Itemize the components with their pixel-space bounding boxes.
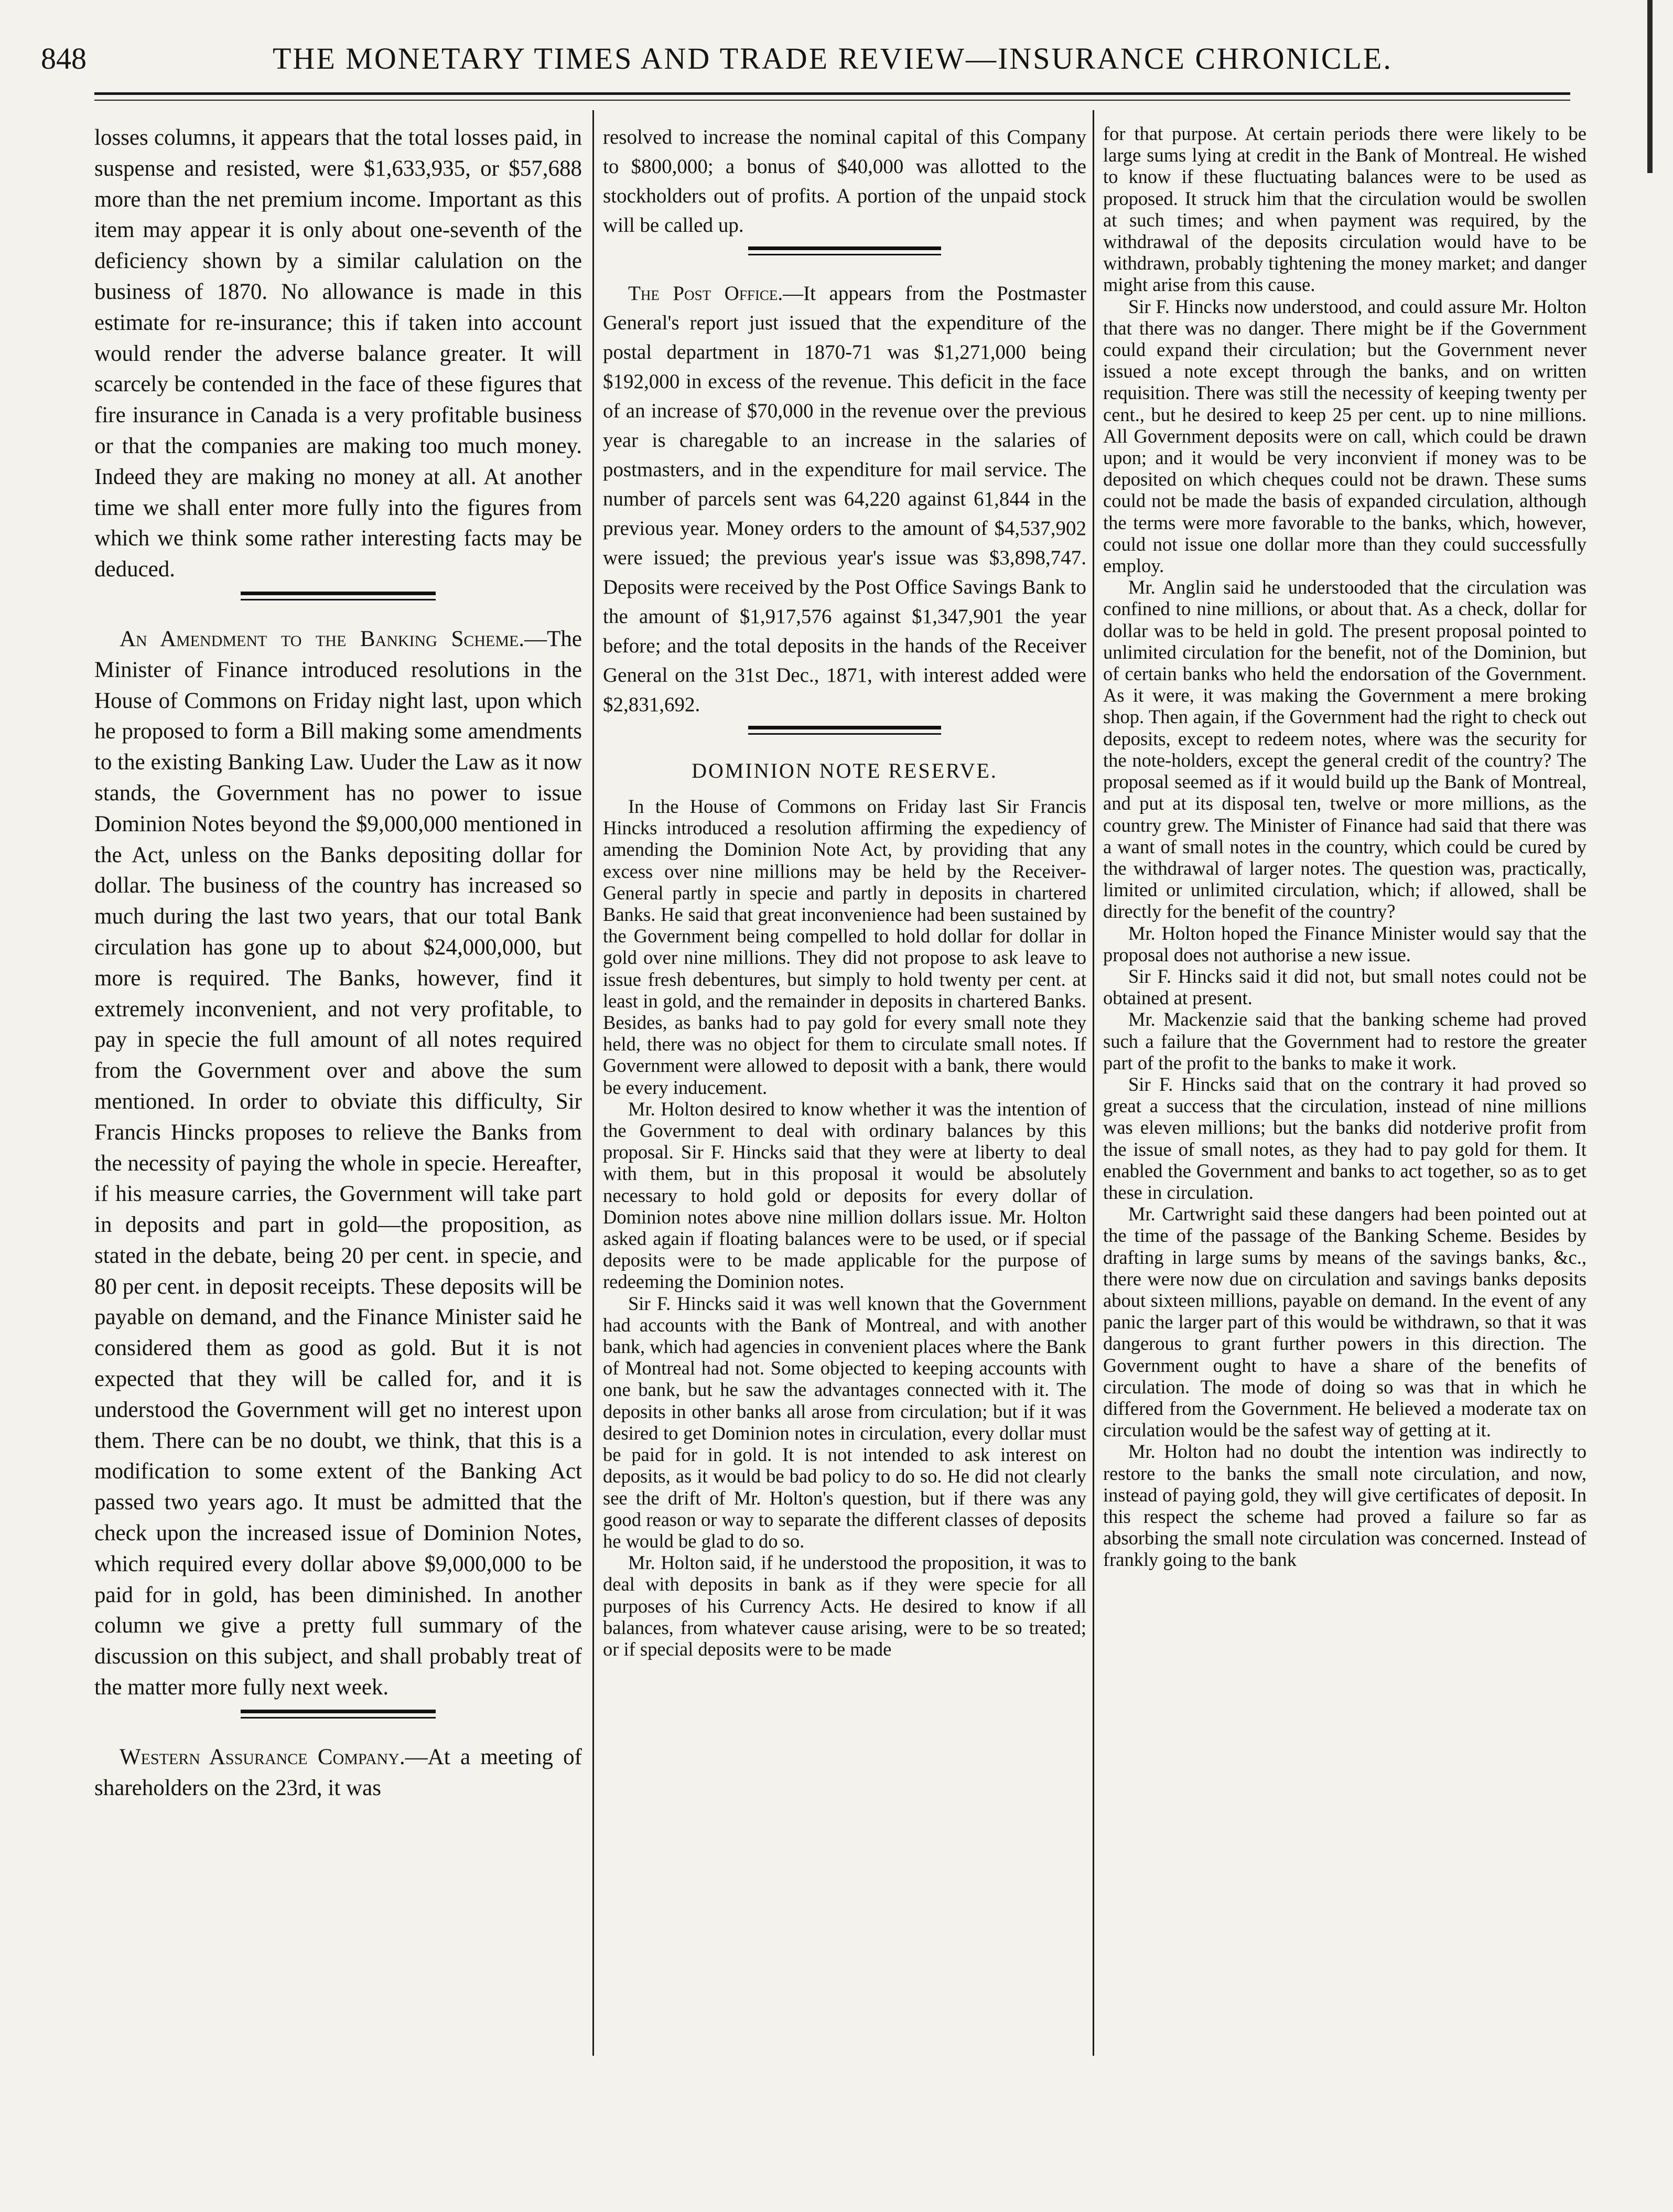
column-1 <box>94 123 582 1803</box>
article-separator <box>603 246 1086 259</box>
post-office-article <box>603 279 1086 720</box>
column-divider-1 <box>592 110 594 2056</box>
article-heading: The Post Office. <box>628 282 783 305</box>
article-body: —It appears from the Postmaster General's report just issued that the expenditure of the postal department in 1870-71 was $1,271,000 being $192,000 in excess of the revenue. This deficit in the face of an increase of $70,000 in the revenue over the previous year is charegable to an increase in the salaries of postmasters, and in the expenditure for mail service. The number of parcels sent was 64,220 against 61,844 in the previous year. Money orders to the amount of $4,537,902 were issued; the previous year's issue was $3,898,747. Deposits were received by the Post Office Savings Bank to the amount of $1,917,576 against $1,347,901 the year before; and the total deposits in the hands of the Receiver General on the 31st Dec., 1871, with interest added were $2,831,692. <box>603 282 1086 716</box>
debate-paragraph: Mr. Anglin said he understooded that the circulation was confined to nine millions, or about that. As a check, dollar for dollar was to be held in gold. The present proposal pointed to unlimited circulation for the benefit, not of the Dominion, but of certain banks who held the endorsation of the Government. As it were, it was making the Government a mere broking shop. Then again, if the Government had the right to check out deposits, except to redeem notes, where was the security for the note-holders, except the general credit of the country? The proposal seemed as if it would build up the Bank of Montreal, and put at its disposal ten, twelve or more millions, as the country grew. The Minister of Finance had said that there was a want of small notes in the country, which could be cured by the withdrawal of larger notes. The question was, practically, limited or unlimited circulation, which; if allowed, shall be directly for the benefit of the country? <box>1103 576 1586 922</box>
reserve-paragraph: Sir F. Hincks said it was well known that the Government had accounts with the Bank of Montreal, and with another bank, which had agencies in convenient places where the Bank of Montreal had not. Some objected to keeping accounts with one bank, but he saw the advantages connected with it. The deposits in other banks all arose from circulation; but if it was desired to get Dominion notes in circulation, every dollar must be paid for in gold. It is not intended to ask interest on deposits, as it would be bad policy to do so. He did not clearly see the drift of Mr. Holton's question, but if there was any good reason or way to separate the different classes of deposits he would be glad to do so. <box>603 1292 1086 1552</box>
debate-paragraph: for that purpose. At certain periods there were likely to be large sums lying at credit in the Bank of Montreal. He wished to know if these fluctuating balances were to be used as proposed. It struck him that the circulation would be swollen at such times; and when payment was required, by the withdrawal of the deposits circulation would have to be withdrawn, probably tightening the money market; and danger might arise from this cause. <box>1103 123 1586 296</box>
header-rule-thick <box>94 92 1570 95</box>
article-separator <box>94 1710 582 1722</box>
debate-paragraph: Mr. Cartwright said these dangers had been pointed out at the time of the passage of the Banking Scheme. Besides by drafting in large sums by means of the savings banks, &c., there were now due on circulation and savings banks deposits about sixteen millions, payable on demand. In the event of any panic the larger part of this would be withdrawn, so that it was dangerous to grant further powers in this direction. The Government ought to have a share of the benefits of circulation. The mode of doing so was that in which he differed from the Government. He believed a moderate tax on circulation would be the safest way of getting at it. <box>1103 1203 1586 1441</box>
dominion-note-reserve-heading: DOMINION NOTE RESERVE. <box>692 759 998 782</box>
column-3 <box>1103 123 1586 1571</box>
article-separator <box>94 592 582 604</box>
debate-paragraph: Sir F. Hincks said it did not, but small notes could not be obtained at present. <box>1103 965 1586 1009</box>
column-divider-2 <box>1093 110 1094 2056</box>
western-assurance-continuation: resolved to increase the nominal capital of this Company to $800,000; a bonus of $40,000 was allotted to the stockholders out of profits. A portion of the unpaid stock will be called up. <box>603 126 1086 237</box>
debate-paragraph: Sir F. Hincks said that on the contrary it had proved so great a success that the circulation, instead of nine millions was eleven millions; but the banks did notderive profit from the issue of small notes, as they had to pay gold for them. It enabled the Government and banks to act together, so as to get these in circulation. <box>1103 1073 1586 1203</box>
reserve-paragraph: In the House of Commons on Friday last Sir Francis Hincks introduced a resolution affirming the expediency of amending the Dominion Note Act, by providing that any excess over nine millions may be held by the Receiver-General partly in specie and partly in deposits in chartered Banks. He said that great inconvenience had been sustained by the Government being compelled to hold dollar for dollar in gold over nine millions. They did not propose to ask leave to issue fresh debentures, but simply to hold twenty per cent. at least in gold, and the remainder in deposits in chartered Banks. Besides, as banks had to pay gold for every small note they held, there was no object for them to circulate small notes. If Government were allowed to deposit with a bank, there would be every inducement. <box>603 796 1086 1098</box>
debate-paragraph: Mr. Mackenzie said that the banking scheme had proved such a failure that the Government had to restore the greater part of the profit to the banks to make it work. <box>1103 1008 1586 1073</box>
article-heading: Western Assurance Company. <box>120 1744 405 1769</box>
reserve-paragraph: Mr. Holton said, if he understood the proposition, it was to deal with deposits in bank as if they were specie for all purposes of his Currency Acts. He desired to know if all balances, from whatever cause arising, were to be so treated; or if special deposits were to be made <box>603 1552 1086 1660</box>
western-assurance-article <box>94 1742 582 1804</box>
debate-paragraph: Mr. Holton hoped the Finance Minister would say that the proposal does not authorise a new issue. <box>1103 922 1586 965</box>
article-body: —At a meeting of shareholders on the 23rd, it was <box>94 1744 582 1800</box>
running-title: THE MONETARY TIMES AND TRADE REVIEW—INSURANCE CHRONICLE. <box>273 41 1393 76</box>
article-heading: An Amendment to the Banking Scheme. <box>120 626 525 651</box>
article-body: —The Minister of Finance introduced resolutions in the House of Commons on Friday night last, upon which he proposed to form a Bill making some amendments to the existing Banking Law. Uuder the Law as it now stands, the Government has no power to issue Dominion Notes beyond the $9,000,000 mentioned in the Act, unless on the Banks depositing dollar for dollar. The business of the country has increased so much during the last two years, that our total Bank circulation has gone up to about $24,000,000, but more is required. The Banks, however, find it extremely inconvenient, and not very profitable, to pay in specie the full amount of all notes required from the Government over and above the sum mentioned. In order to obviate this difficulty, Sir Francis Hincks proposes to relieve the Banks from the necessity of paying the whole in specie. Hereafter, if his measure carries, the Government will take part in deposits and part in gold—the proposition, as stated in the debate, being 20 per cent. in specie, and 80 per cent. in deposit receipts. These deposits will be payable on demand, and the Finance Minister said he considered them as good as gold. But it is not expected that they will be called for, and it is understood the Government will get no interest upon them. There can be no doubt, we think, that this is a modification to some extent of the Banking Act passed two years ago. It must be admitted that the check upon the increased issue of Dominion Notes, which required every dollar above $9,000,000 to be paid for in gold, has been diminished. In another column we give a pretty full summary of the discussion on this subject, and shall probably treat of the matter more fully next week. <box>94 626 582 1700</box>
column-2 <box>603 123 1086 1660</box>
reserve-paragraph: Mr. Holton desired to know whether it was the intention of the Government to deal with ordinary balances by this proposal. Sir F. Hincks said that they were at liberty to deal with them, but in this proposal it would be absolutely necessary to hold gold or deposits for every dollar of Dominion notes above nine million dollars issue. Mr. Holton asked again if floating balances were to be used, or if special deposits were to be made applicable for the purpose of redeeming the Dominion notes. <box>603 1098 1086 1293</box>
fire-insurance-paragraph: losses columns, it appears that the total losses paid, in suspense and resisted, were $1,633,935, or $57,688 more than the net premium income. Important as this item may appear it is only about one-seventh of the deficiency shown by a similar calulation on the business of 1870. No allowance is made in this estimate for re-insurance; this if taken into account would render the adverse balance greater. It will scarcely be contended in the face of these figures that fire insurance in Canada is a very profitable business or that the companies are making too much money. Indeed they are making no money at all. At another time we shall enter more fully into the figures from which we think some rather interesting facts may be deduced. <box>94 125 582 582</box>
page-edge-mark <box>1647 0 1653 173</box>
article-separator <box>603 726 1086 738</box>
page-number: 848 <box>41 41 87 76</box>
debate-paragraph: Sir F. Hincks now understood, and could assure Mr. Holton that there was no danger. There might be if the Government could expand their circulation; but the Government never issued a note except through the banks, and on written requisition. There was still the necessity of keeping twenty per cent., but he desired to keep 25 per cent. up to nine millions. All Government deposits were on call, which could be drawn upon; and it would be very inconvient if money was to be deposited on which cheques could not be drawn. These sums could not be made the basis of expanded circulation, although the terms were more favorable to the banks, which, however, could not issue one dollar more than they could successfully employ. <box>1103 295 1586 577</box>
debate-paragraph: Mr. Holton had no doubt the intention was indirectly to restore to the banks the small note circulation, and now, instead of paying gold, they will give certificates of deposit. In this respect the scheme had proved a failure so far as absorbing the small note circulation was concerned. Instead of frankly going to the bank <box>1103 1441 1586 1571</box>
header-rule-thin <box>94 100 1570 101</box>
banking-amendment-article <box>94 624 582 1703</box>
